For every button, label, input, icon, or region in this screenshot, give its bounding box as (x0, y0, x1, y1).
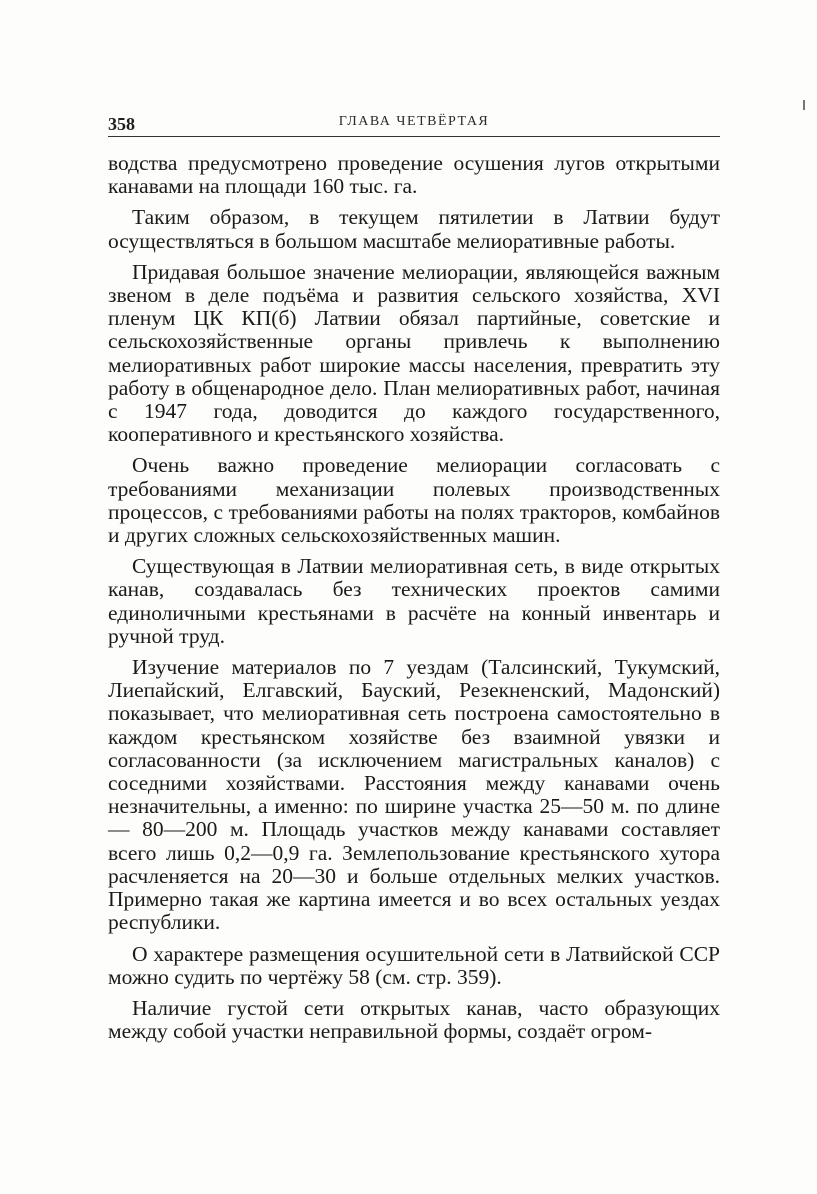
header-rule (108, 136, 720, 137)
paragraph: Очень важно проведение мелиорации согласовать с требованиями механизации полевых производственных процессов, с требованиями работы на полях тракторов, комбайнов и других сложных сельскохозяйственных машин. (108, 453, 720, 548)
page-number: 358 (108, 114, 135, 134)
paragraph: Изучение материалов по 7 уездам (Талсинский, Тукумский, Лиепайский, Елгавский, Бауский, Резекненский, Мадонский) показывает, что мелиоративная сеть построена самостоятельно в каждом крестьянском хозяйстве без взаимной увязки и согласованности (за исключением магистральных каналов) с соседними хозяйствами. Расстояния между канавами очень незначительны, а именно: по ширине участка 25—50 м. по длине — 80—200 м. Площадь участков между канавами составляет всего лишь 0,2—0,9 га. Землепользование крестьянского хутора расчленяется на 20—30 и больше отдельных мелких участков. Примерно такая же картина имеется и во всех остальных уездах республики. (108, 655, 720, 935)
paragraph: Существующая в Латвии мелиоративная сеть, в виде открытых канав, создавалась без технических проектов самими единоличными крестьянами в расчёте на конный инвентарь и ручной труд. (108, 554, 720, 648)
paragraph-continued: водства предусмотрено проведение осушения лугов открытыми канавами на площади 160 тыс. га. (108, 151, 720, 199)
paragraph: Придавая большое значение мелиорации, являющейся важным звеном в деле подъёма и развития сельского хозяйства, XVI пленум ЦК КП(б) Латвии обязал партийные, советские и сельскохозяйственные органы привлечь к выполнению мелиоративных работ широкие массы населения, превратить эту работу в общенародное дело. План мелиоративных работ, начиная с 1947 года, доводится до каждого государственного, кооперативного и крестьянского хозяйства. (108, 259, 720, 447)
body-text (108, 152, 720, 1051)
paragraph: О характере размещения осушительной сети в Латвийской ССР можно судить по чертёжу 58 (см. стр. 359). (108, 941, 720, 989)
page-header (108, 112, 720, 136)
paragraph: Наличие густой сети открытых канав, часто образующих между собой участки неправильной формы, создаёт огром- (108, 995, 720, 1044)
paragraph: Таким образом, в текущем пятилетии в Латвии будут осуществляться в большом масштабе мелиоративные работы. (108, 205, 720, 253)
margin-mark (803, 100, 805, 110)
running-head: ГЛАВА ЧЕТВЁРТАЯ (338, 114, 490, 129)
